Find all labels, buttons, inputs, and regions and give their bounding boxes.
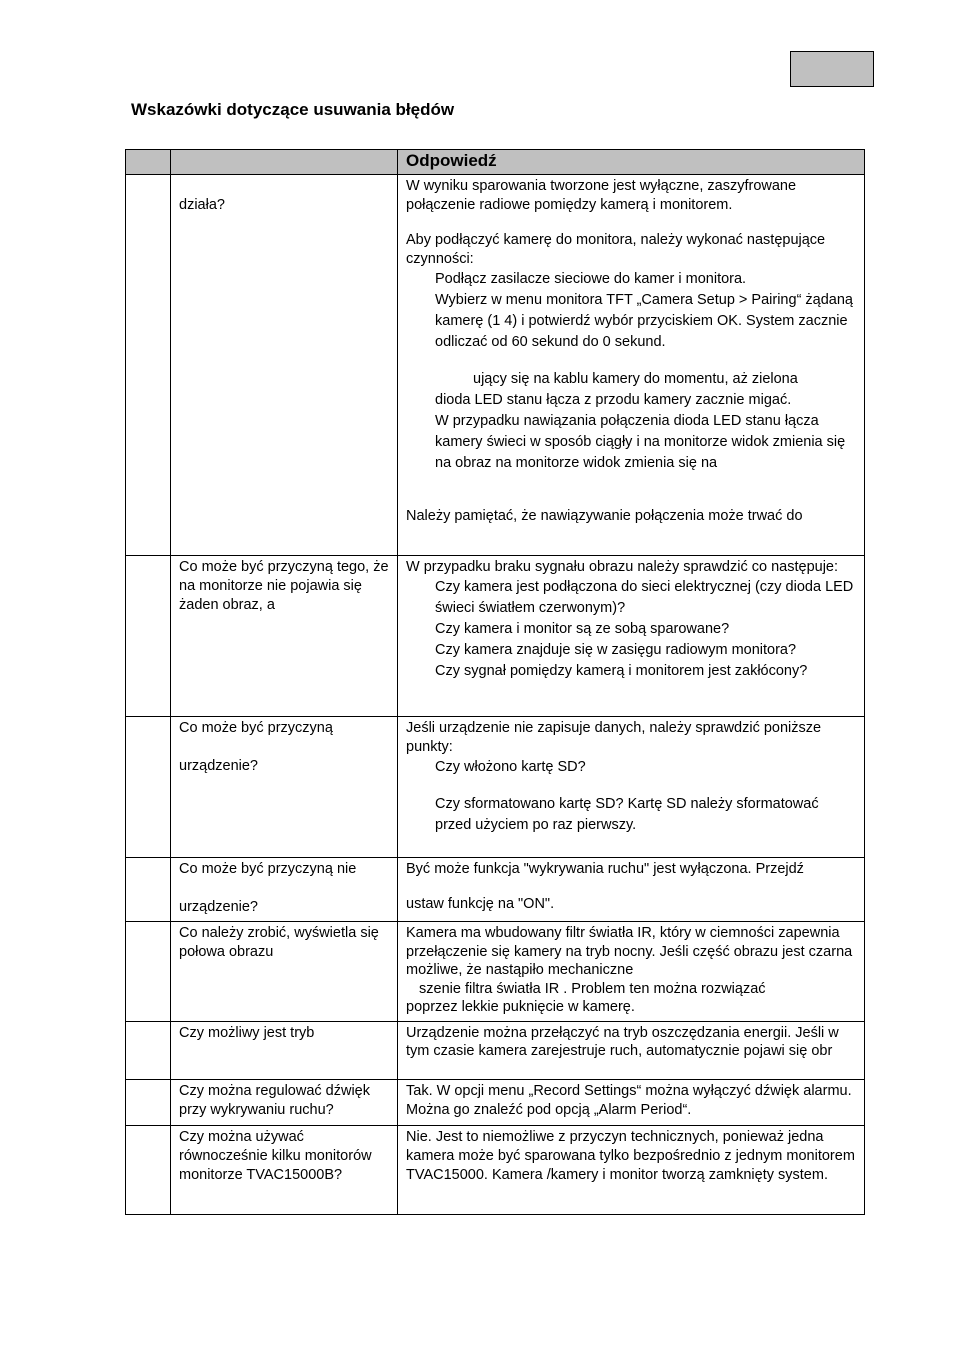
question-cell: Czy można regulować dźwięk przy wykrywaniu ruchu?	[171, 1079, 398, 1125]
answer-cell: Nie. Jest to niemożliwe z przyczyn technicznych, ponieważ jedna kamera może być sparowana tylko bezpośrednio z jednym monitorem TVAC15000. Kamera /kamery i monitor tworzą zamknięty system.	[398, 1125, 865, 1214]
answer-paragraph: poprzez lekkie puknięcie w kamerę.	[406, 999, 635, 1015]
answer-step: Wybierz w menu monitora TFT „Camera Setup > Pairing“ żądaną kamerę (1 4) i potwierdź wybór przyciskiem OK. System zacznie odliczać od 60 sekund do 0 sekund.	[435, 292, 853, 350]
row-number-cell	[126, 175, 171, 556]
answer-item: Czy kamera i monitor są ze sobą sparowane?	[435, 621, 730, 637]
header-cell-answer: Odpowiedź	[398, 150, 865, 175]
question-cell	[171, 175, 398, 556]
question-line: Co może być przyczyną nie	[179, 861, 357, 877]
question-cell	[171, 717, 398, 858]
answer-paragraph: ustaw funkcję na "ON".	[406, 896, 555, 912]
question-cell: Co może być przyczyną tego, że na monitorze nie pojawia się żaden obraz, a	[171, 556, 398, 717]
row-number-cell	[126, 922, 171, 1022]
answer-paragraph: szenie filtra światła IR . Problem ten można rozwiązać	[419, 980, 766, 997]
header-cell-question	[171, 150, 398, 175]
answer-paragraph: Jeśli urządzenie nie zapisuje danych, należy sprawdzić poniższe punkty:	[406, 720, 822, 755]
question-line: urządzenie?	[179, 758, 258, 774]
table-row	[126, 1079, 865, 1125]
question-line: działa?	[179, 197, 225, 213]
answer-cell	[398, 175, 865, 556]
row-number-cell	[126, 717, 171, 858]
answer-item: Czy sformatowano kartę SD? Kartę SD należy sformatować przed użyciem po raz pierwszy.	[435, 796, 819, 833]
table-header-row	[126, 150, 865, 175]
answer-cell	[398, 858, 865, 922]
answer-paragraph: Aby podłączyć kamerę do monitora, należy wykonać następujące czynności:	[406, 232, 826, 267]
answer-cell	[398, 922, 865, 1022]
answer-cell: Tak. W opcji menu „Record Settings“ można wyłączyć dźwięk alarmu. Można go znaleźć pod opcją „Alarm Period“.	[398, 1079, 865, 1125]
row-number-cell	[126, 1079, 171, 1125]
page-title: Wskazówki dotyczące usuwania błędów	[131, 100, 455, 119]
question-cell: Co należy zrobić, wyświetla się połowa obrazu	[171, 922, 398, 1022]
row-number-cell	[126, 858, 171, 922]
row-number-cell	[126, 1125, 171, 1214]
answer-paragraph: W wyniku sparowania tworzone jest wyłączne, zaszyfrowane połączenie radiowe pomiędzy kamerą i monitorem.	[406, 178, 797, 213]
table-row	[126, 175, 865, 556]
table-row	[126, 1021, 865, 1079]
answer-step: dioda LED stanu łącza z przodu kamery zacznie migać.	[435, 392, 792, 408]
question-cell: Czy można używać równocześnie kilku monitorów monitorze TVAC15000B?	[171, 1125, 398, 1214]
answer-paragraph: Kamera ma wbudowany filtr światła IR, który w ciemności zapewnia przełączenie się kamery na tryb nocny. Jeśli część obrazu jest czarna możliwe, że nastąpiło mechaniczne	[406, 925, 853, 978]
answer-item: Czy kamera jest podłączona do sieci elektrycznej (czy dioda LED świeci światłem czerwonym)?	[435, 579, 854, 616]
table-row	[126, 858, 865, 922]
answer-cell: Urządzenie można przełączyć na tryb oszczędzania energii. Jeśli w tym czasie kamera zarejestruje ruch, automatycznie pojawi się obr	[398, 1021, 865, 1079]
table-row	[126, 1125, 865, 1214]
header-cell-number	[126, 150, 171, 175]
question-line: urządzenie?	[179, 899, 258, 915]
question-cell	[171, 858, 398, 922]
answer-item: Czy sygnał pomiędzy kamerą i monitorem jest zakłócony?	[435, 663, 808, 679]
page-number-box	[790, 51, 874, 87]
row-number-cell	[126, 1021, 171, 1079]
question-line: Co może być przyczyną	[179, 720, 333, 736]
faq-table	[125, 149, 865, 1215]
answer-item: Czy włożono kartę SD?	[435, 759, 586, 775]
answer-step: Podłącz zasilacze sieciowe do kamer i monitora.	[435, 271, 747, 287]
answer-paragraph: Być może funkcja "wykrywania ruchu" jest wyłączona. Przejdź	[406, 861, 804, 877]
answer-step: ujący się na kablu kamery do momentu, aż zielona	[473, 371, 798, 387]
table-row	[126, 922, 865, 1022]
table-row	[126, 556, 865, 717]
row-number-cell	[126, 556, 171, 717]
question-cell: Czy możliwy jest tryb	[171, 1021, 398, 1079]
answer-step: W przypadku nawiązania połączenia dioda LED stanu łącza kamery świeci w sposób ciągły i na monitorze widok zmienia się na obraz na monitorze widok zmienia się na	[435, 413, 846, 471]
answer-note: Należy pamiętać, że nawiązywanie połączenia może trwać do	[406, 508, 803, 524]
answer-cell	[398, 556, 865, 717]
answer-item: Czy kamera znajduje się w zasięgu radiowym monitora?	[435, 642, 797, 658]
table-row	[126, 717, 865, 858]
answer-paragraph: W przypadku braku sygnału obrazu należy sprawdzić co następuje:	[406, 559, 839, 575]
answer-cell	[398, 717, 865, 858]
